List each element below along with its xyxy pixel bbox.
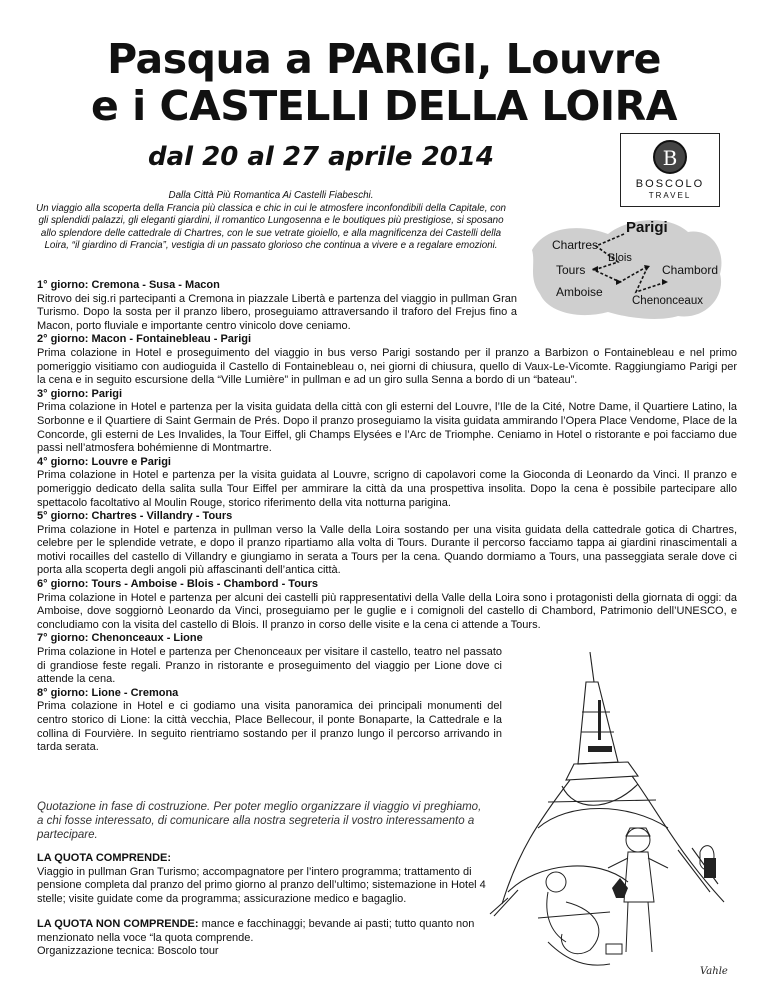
map-label-chenonceaux: Chenonceaux <box>632 295 703 307</box>
included-section <box>37 852 507 906</box>
quote-note: Quotazione in fase di costruzione. Per poter meglio organizzare il viaggio vi preghiamo, a chi fosse interessato, di comunicare alla nostra segreteria il vostro interessamento a partecipare. <box>37 801 482 841</box>
title-line-2: e i CASTELLI DELLA LOIRA <box>91 82 677 130</box>
title-line-1: Pasqua a PARIGI, Louvre <box>107 35 661 83</box>
excluded-section <box>37 918 507 959</box>
intro <box>30 190 512 253</box>
day-5 <box>37 510 737 578</box>
day-text: Prima colazione in Hotel e partenza per la visita guidata della città con gli esterni del Louvre, l’Ile de la Cité, Notre Dame, il Quartiere Latino, la Sorbonne e il Quartiere di Saint Germain de Prés. Dopo il pranzo proseguiamo la visita guidata ammirando l’Opera Place Vendome, Place de la Concorde, gli esterni de Les Invalides, la Tour Eiffel, gli Champs Elysées e l’Arc de Triomphe. Ceniamo in Hotel o ristorante e poi facciamo due passi nell’atmosfera bohémienne di Montmartre. <box>37 401 737 455</box>
excluded-title: LA QUOTA NON COMPRENDE: <box>37 918 199 930</box>
day-title: 1° giorno: Cremona - Susa - Macon <box>37 279 220 291</box>
day-2 <box>37 333 737 387</box>
intro-text: Un viaggio alla scoperta della Francia più classica e chic in cui le atmosfere inconfondibili della Capitale, con gli splendidi palazzi, gli eleganti giardini, il romantico Lungosenna e le boutiques più prestigiose, si sposano allo splendore delle cattedrale di Chartres, con le sue vetrate gioiello, e alla magnificenza dei Castelli della Loira, “il giardino di Francia”, vestigia di un passato glorioso che continua a vivere e a regalare emozioni. <box>36 202 506 252</box>
trip-dates: dal 20 al 27 aprile 2014 <box>148 142 494 172</box>
included-text: Viaggio in pullman Gran Turismo; accompagnatore per l’intero programma; trattamento di pensione completa dal pranzo del primo giorno al pranzo dell’ultimo; sistemazione in Hotel 4 stelle; visite guidate come da programma; assicurazione medico e bagaglio. <box>37 865 486 905</box>
day-text: Prima colazione in Hotel e partenza in pullman verso la Valle della Loira sostando per una visita guidata della cattedrale gotica di Chartres, celebre per le splendide vetrate, e dopo il pranzo ripartiamo alla volta di Tours. Durante il percorso facciamo tappa ai giardini rinascimentali a motivi rocailles del castello di Villandry e giungiamo in serata a Tours per la cena. Quando dormiamo a Tours, una passeggiata serale dove ci porta alla scoperta degli angoli più affascinanti dell’antica città. <box>37 523 737 577</box>
day-text: Prima colazione in Hotel e partenza per alcuni dei castelli più rappresentativi della Valle della Loira sono i protagonisti della giornata di oggi: da Amboise, dove soggiornò Leonardo da Vinci, proseguiamo per le guglie e i comignoli del castello di Chambord, Patrimonio dell’UNESCO, e concludiamo con la visita del castello di Blois. Il pranzo in corso delle visite e la cena ci attende a Tours. <box>37 591 737 631</box>
eiffel-tower-sketch <box>478 652 746 982</box>
day-title: 8° giorno: Lione - Cremona <box>37 686 179 699</box>
map-label-amboise: Amboise <box>556 285 603 299</box>
logo-name: BOSCOLO <box>635 178 705 190</box>
intro-tagline: Dalla Città Più Romantica Ai Castelli Fiabeschi. <box>168 190 374 201</box>
excluded-text: mance e facchinaggi; bevande ai pasti; tutto quanto non menzionato nella voce “la quota comprende. <box>37 918 475 944</box>
day-1 <box>37 279 517 333</box>
included-title: LA QUOTA COMPRENDE: <box>37 852 172 864</box>
day-title: 6° giorno: Tours - Amboise - Blois - Chambord - Tours <box>37 578 319 591</box>
map-label-blois: Blois <box>608 252 632 264</box>
day-title: 2° giorno: Macon - Fontainebleau - Parigi <box>37 333 252 346</box>
day-8 <box>37 687 502 755</box>
day-text: Prima colazione in Hotel e partenza per Chenonceaux per visitare il castello, teatro nel passato di grandiose feste regali. Pranzo in ristorante e proseguimento del viaggio per Lione dove ci attende la cena. <box>37 646 502 686</box>
day-title: 3° giorno: Parigi <box>37 387 123 400</box>
day-title: 7° giorno: Chenonceaux - Lione <box>37 632 203 645</box>
sketch-signature: Vahle <box>700 966 728 977</box>
day-7 <box>37 632 502 686</box>
logo-sub: TRAVEL <box>648 191 692 200</box>
day-title: 5° giorno: Chartres - Villandry - Tours <box>37 510 233 523</box>
day-text: Prima colazione in Hotel e proseguimento del viaggio in bus verso Parigi sostando per il pranzo a Barbizon o Fontainebleau e nel primo pomeriggio visitiamo con audioguida il Castello di Fontainebleau o, nei giorni di chiusura, quello di Vaux-Le-Vicomte. Raggiungiamo Parigi per la cena e in seguito escursione della “Ville Lumière” in pullman e ad un giro sulla Senna a bordo di un “bateau”. <box>37 346 737 387</box>
day-3 <box>37 388 737 456</box>
map-label-parigi: Parigi <box>626 219 668 236</box>
day-text: Prima colazione in Hotel e ci godiamo una visita panoramica dei principali monumenti del centro storico di Lione: la città vecchia, Place Bellecour, il ponte Bonaparte, la Cattedrale e la collina di Fourvière. In seguito rientriamo sostando per il pranzo lungo il percorso arrivando in tarda serata. <box>37 700 502 754</box>
day-6 <box>37 578 737 632</box>
boscolo-logo <box>620 133 720 207</box>
day-text: Prima colazione in Hotel e partenza per la visita guidata al Louvre, scrigno di capolavori come la Gioconda di Leonardo da Vinci. Il pranzo e pomeriggio dedicato della salita sulla Tour Eiffel per ammirare la città da una prospettiva insolita. Dopo la cena è possibile partecipare allo spettacolo facoltativo al Moulin Rouge, storico riferimento della vita notturna parigina. <box>37 469 737 509</box>
map-label-chartres: Chartres <box>552 238 599 252</box>
organizer-text: Organizzazione tecnica: Boscolo tour <box>37 945 219 958</box>
map-label-chambord: Chambord <box>662 263 719 277</box>
map-label-tours: Tours <box>556 263 586 277</box>
day-text: Ritrovo dei sig.ri partecipanti a Cremona in piazzale Libertà e partenza del viaggio in pullman Gran Turismo. Dopo la sosta per il pranzo libero, proseguiamo attraversando il traforo del Frejus fino a Macon, porto fluviale e importante centro vinicolo dove ceniamo. <box>37 292 517 332</box>
logo-seal: B <box>653 140 687 174</box>
day-title: 4° giorno: Louvre e Parigi <box>37 455 171 468</box>
day-4 <box>37 456 737 510</box>
